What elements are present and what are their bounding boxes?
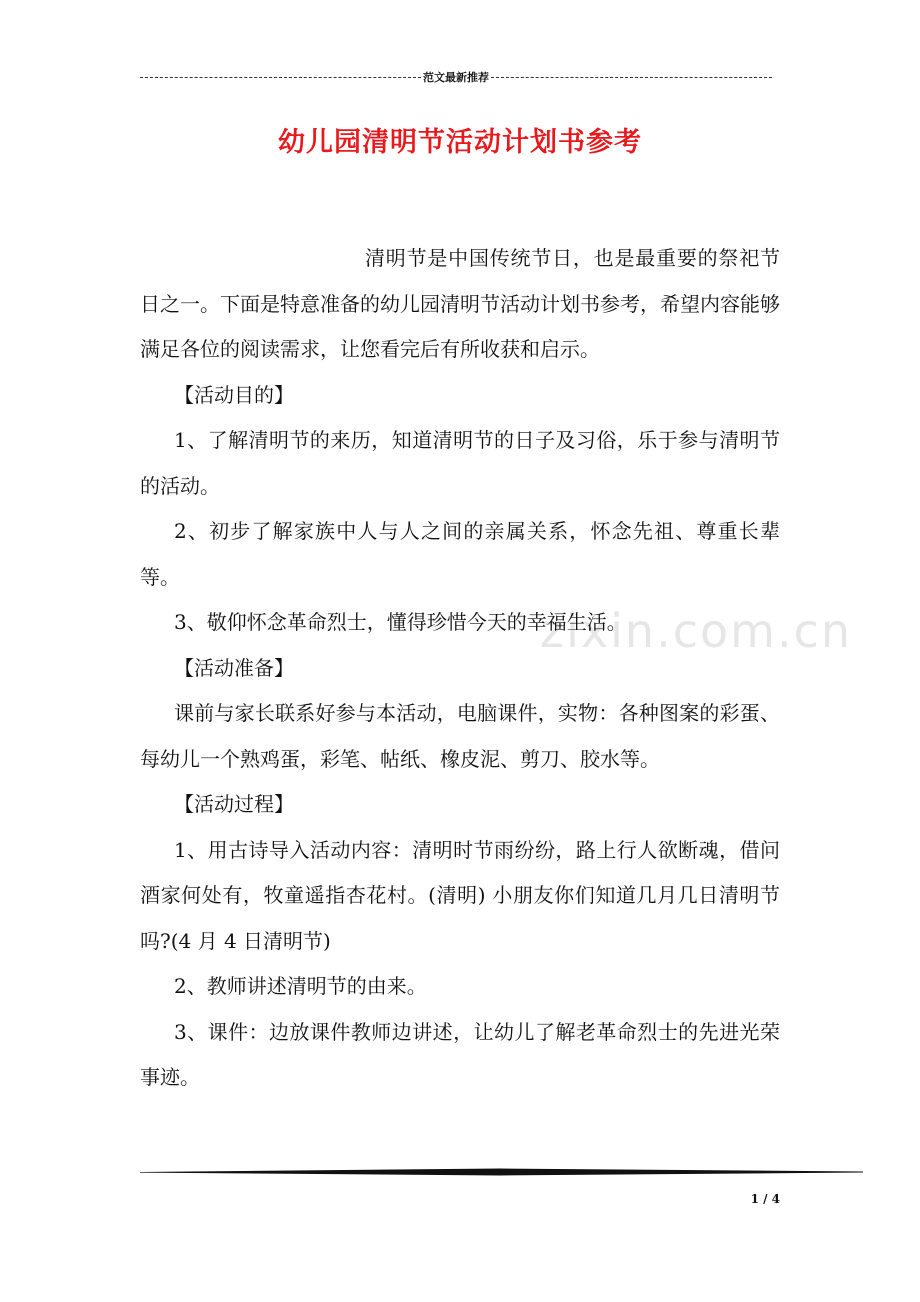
preparation-paragraph: 课前与家长联系好参与本活动，电脑课件，实物：各种图案的彩蛋、每幼儿一个熟鸡蛋，彩笔、帖纸、橡皮泥、剪刀、胶水等。 bbox=[140, 701, 780, 771]
process-item-2: 2、教师讲述清明节的由来。 bbox=[174, 974, 427, 998]
process-item-3: 3、课件：边放课件教师边讲述，让幼儿了解老革命烈士的先进光荣事迹。 bbox=[140, 1019, 780, 1089]
document-title: 幼儿园清明节活动计划书参考 bbox=[278, 127, 642, 158]
header-dash-left bbox=[140, 77, 421, 78]
footer-rule bbox=[140, 1168, 863, 1176]
header-dash-right bbox=[491, 77, 772, 78]
header-text: 范文最新推荐 bbox=[423, 71, 489, 84]
intro-paragraph: 清明节是中国传统节日，也是最重要的祭祀节日之一。下面是特意准备的幼儿园清明节活动计划书参考，希望内容能够满足各位的阅读需求，让您看完后有所收获和启示。 bbox=[140, 246, 780, 361]
page-number: 1 / 4 bbox=[750, 1192, 780, 1206]
watermark: zixin.com.cn bbox=[540, 604, 853, 658]
goal-item-3: 3、敬仰怀念革命烈士，懂得珍惜今天的幸福生活。 bbox=[174, 610, 627, 634]
header-rule bbox=[140, 68, 772, 86]
process-item-1: 1、用古诗导入活动内容：清明时节雨纷纷，路上行人欲断魂，借问酒家何处有，牧童遥指杏花村。(清明) 小朋友你们知道几月几日清明节吗?(4 月 4 日清明节) bbox=[140, 837, 780, 953]
section-heading-preparation: 【活动准备】 bbox=[174, 655, 294, 680]
section-heading-goals: 【活动目的】 bbox=[174, 382, 294, 407]
document-body bbox=[140, 236, 780, 1101]
section-heading-process: 【活动过程】 bbox=[174, 792, 294, 816]
goal-item-2: 2、初步了解家族中人与人之间的亲属关系，怀念先祖、尊重长辈等。 bbox=[140, 519, 780, 589]
goal-item-1: 1、了解清明节的来历，知道清明节的日子及习俗，乐于参与清明节的活动。 bbox=[140, 428, 780, 498]
